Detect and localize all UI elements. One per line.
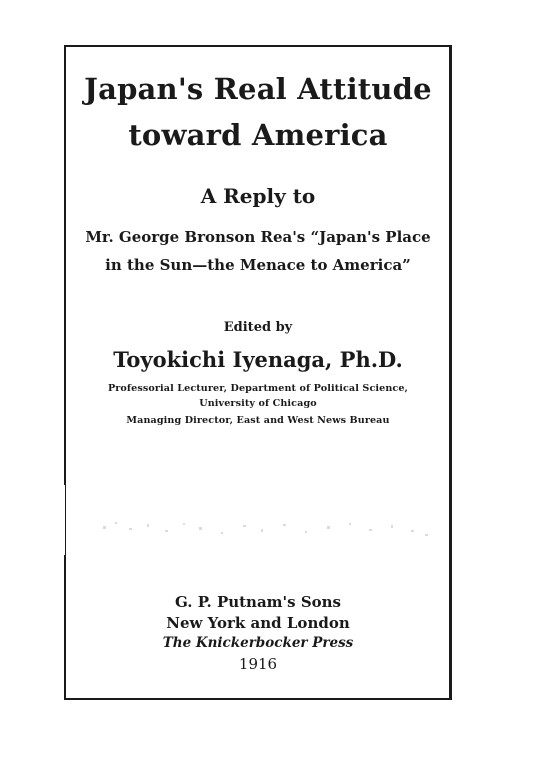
publisher-press: The Knickerbocker Press [162,635,354,651]
book-title-line-2: toward America [128,118,388,152]
subtitle-line-1: Mr. George Bronson Rea's “Japan's Place [85,228,431,246]
editor-affiliation-2: University of Chicago [199,398,317,409]
editor-name: Toyokichi Iyenaga, Ph.D. [113,347,403,372]
publication-year: 1916 [238,655,278,673]
subtitle-line-2: in the Sun—the Menace to America” [105,256,411,274]
faded-library-stamp [95,512,435,550]
editor-affiliation-3: Managing Director, East and West News Bureau [126,415,390,426]
editor-affiliation-1: Professorial Lecturer, Department of Political Science, [107,383,409,394]
publisher-name: G. P. Putnam's Sons [174,593,342,611]
subtitle-lead: A Reply to [200,184,316,208]
publisher-cities: New York and London [166,614,350,632]
edited-by-label: Edited by [223,320,293,335]
book-title-line-1: Japan's Real Attitude [84,72,432,106]
page-edge-mark [60,485,65,555]
